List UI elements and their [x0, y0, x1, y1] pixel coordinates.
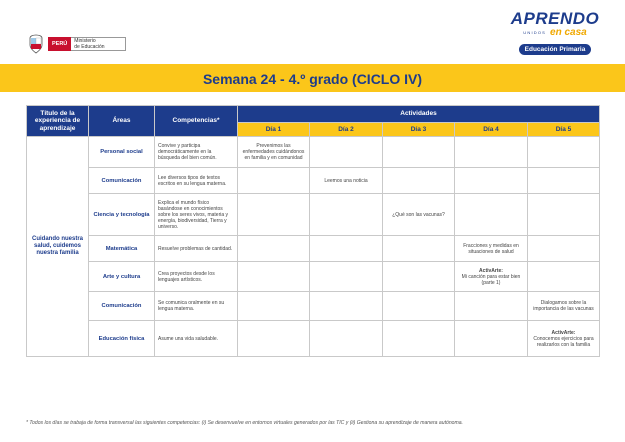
brand-badge: Educación Primaria [519, 44, 592, 55]
activity-text: Mi canción para estar bien (parte 1) [461, 273, 521, 286]
title-banner [0, 64, 625, 92]
activity-cell: Fracciones y medidas en situaciones de salud [455, 236, 528, 262]
area-cell: Educación física [89, 321, 155, 357]
area-cell: Comunicación [89, 168, 155, 194]
competencia-cell: Se comunica oralmente en su lengua materna. [155, 292, 238, 321]
header-title: Título de la experiencia de aprendizaje [27, 106, 89, 137]
activity-cell: ¿Qué son las vacunas? [383, 194, 455, 236]
activity-cell: Prevenimos las enfermedades cuidándonos en familia y en comunidad [238, 137, 310, 168]
header-actividades: Actividades [238, 106, 600, 123]
activity-cell: Leemos una noticia [310, 168, 383, 194]
peru-shield-icon [28, 34, 44, 54]
brand-title: APRENDO [510, 9, 600, 28]
table-row [27, 321, 600, 357]
area-cell: Ciencia y tecnología [89, 194, 155, 236]
brand-small: UNIDOS [523, 30, 547, 35]
competencia-cell: Resuelve problemas de cantidad. [155, 236, 238, 262]
area-cell: Personal social [89, 137, 155, 168]
header-day-4: Día 4 [455, 123, 528, 137]
header-day-2: Día 2 [310, 123, 383, 137]
ministry-name: Ministerio de Educación [71, 37, 125, 51]
activity-cell [455, 262, 528, 292]
country-label: PERÚ [48, 37, 71, 51]
header-day-3: Día 3 [383, 123, 455, 137]
table-row [27, 292, 600, 321]
header-competencias: Competencias* [155, 106, 238, 137]
activity-text: Conocemos ejercicios para realizarlos con la familia [533, 335, 594, 348]
activarte-label: ActivArte: [479, 267, 503, 274]
schedule-table [26, 105, 600, 357]
competencia-cell: Lee diversos tipos de textos escritos en su lengua materna. [155, 168, 238, 194]
brand-subtitle: en casa [550, 27, 587, 38]
header-areas: Áreas [89, 106, 155, 137]
header-day-5: Día 5 [528, 123, 600, 137]
competencia-cell: Convive y participa democráticamente en la búsqueda del bien común. [155, 137, 238, 168]
aprendo-en-casa-logo [510, 10, 600, 56]
table-row [27, 236, 600, 262]
competencia-cell: Asume una vida saludable. [155, 321, 238, 357]
header-row [27, 106, 600, 123]
activarte-label: ActivArte: [551, 329, 576, 336]
page-title: Semana 24 - 4.º grado (CICLO IV) [202, 71, 423, 87]
footnote: * Todos los días se trabaja de forma transversal las siguientes competencias: (i) Se desenvuelve en entornos virtuales generados por las TIC y (ii) Gestiona su aprendizaje de manera autónoma. [26, 420, 463, 426]
competencia-cell: Crea proyectos desde los lenguajes artísticos. [155, 262, 238, 292]
area-cell: Comunicación [89, 292, 155, 321]
area-cell: Arte y cultura [89, 262, 155, 292]
ministry-logo [28, 33, 126, 55]
table-row [27, 137, 600, 168]
area-cell: Matemática [89, 236, 155, 262]
competencia-cell: Explica el mundo físico basándose en conocimientos sobre los seres vivos, materia y energía, biodiversidad, Tierra y universo. [155, 194, 238, 236]
header-day-1: Día 1 [238, 123, 310, 137]
experience-title: Cuidando nuestra salud, cuidemos nuestra familia [27, 137, 89, 357]
table-row [27, 194, 600, 236]
table-row [27, 262, 600, 292]
activity-cell: Dialogamos sobre la importancia de las vacunas [528, 292, 600, 321]
activity-cell [528, 321, 600, 357]
table-row [27, 168, 600, 194]
